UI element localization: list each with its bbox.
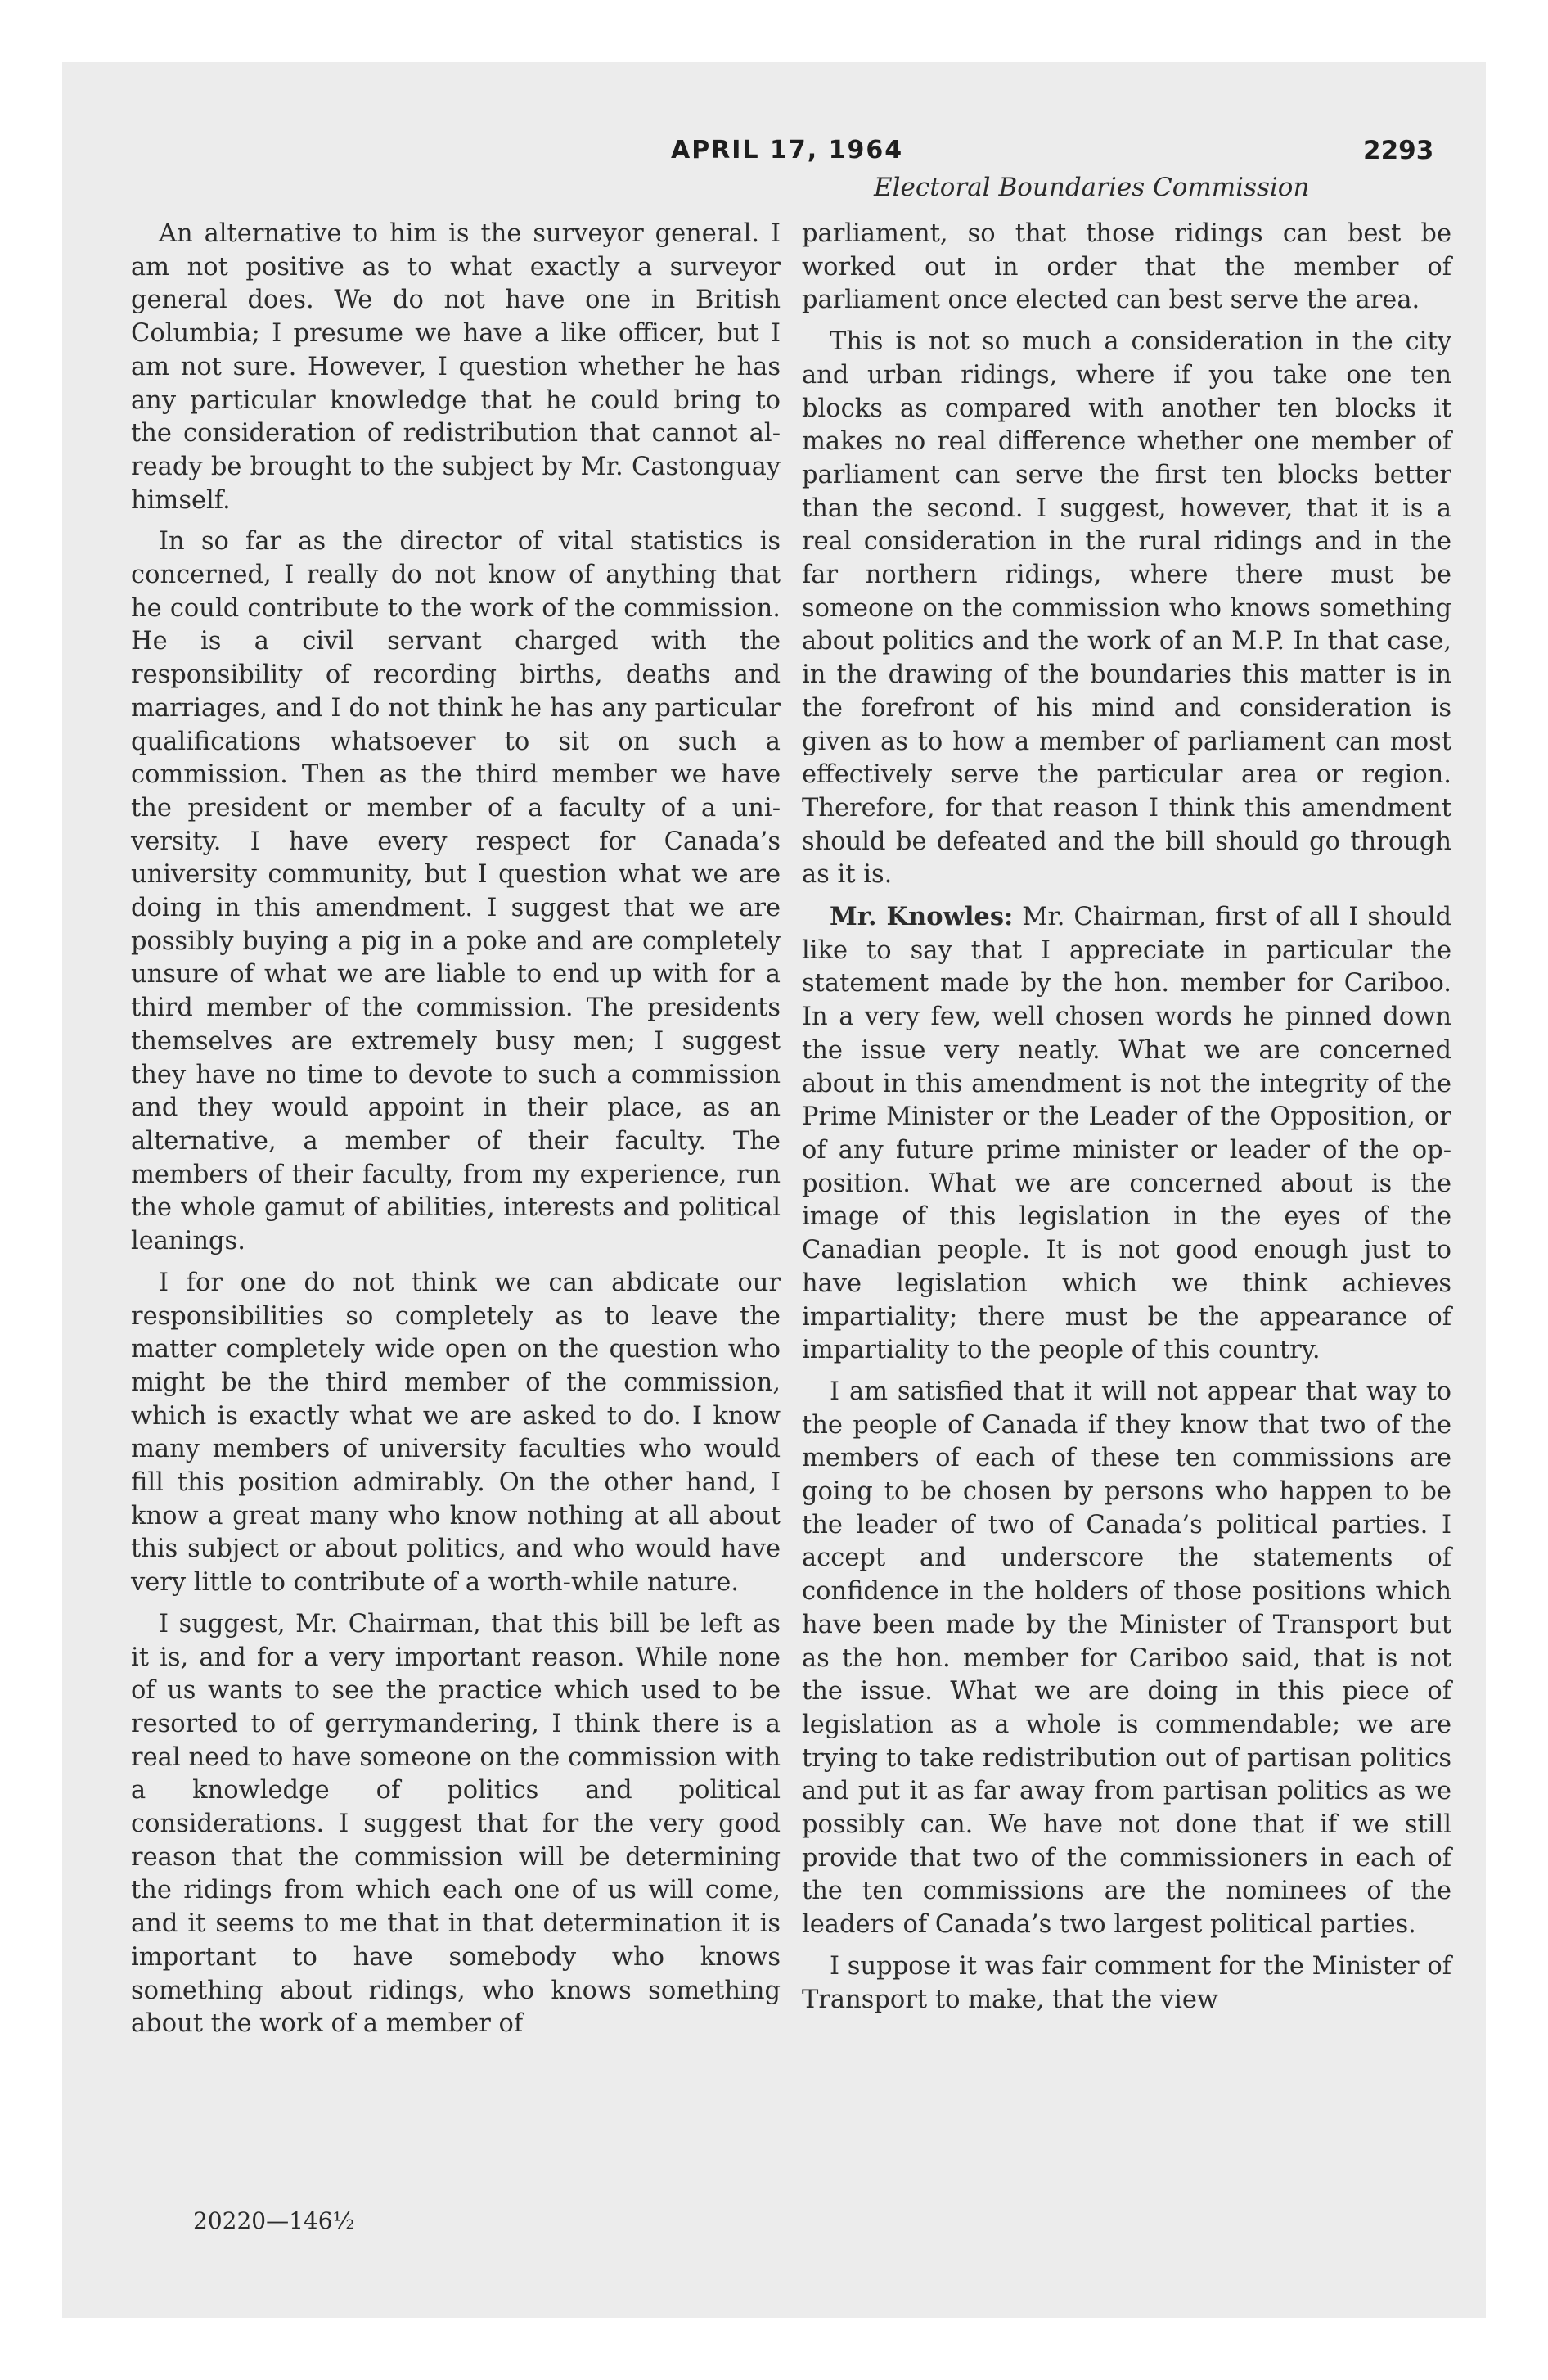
paragraph: I for one do not think we can abdicate our responsibilities so completely as to leave the matter completely wide open on the question who might be the third member of the commission, which is exactly what we are asked to do. I know many members of university faculties who would fill this position admirably. On the other hand, I know a great many who know nothing at all about this subject or about politics, and who would have very little to contribute of a worth-while nature. — [131, 1268, 781, 1598]
speech-text: Mr. Chairman, first of all I should like to say that I appreciate in particular the statement made by the hon. member for Cariboo. In a very few, well chosen words he pinned down the issue very neatly. What we are concerned about in this amendment is not the integrity of the Prime Minister or the Leader of the Opposition, or of any future prime minister or leader of the opposition. What we are concerned about is the image of this legislation in the eyes of the Canadian people. It is not good enough just to have legislation which we think achieves impartiality; there must be the appearance of impartiality to the people of this country. — [802, 903, 1451, 1365]
paragraph: I suggest, Mr. Chairman, that this bill be left as it is, and for a very important reason. While none of us wants to see the practice which used to be resorted to of gerrymandering, I think there is a real need to have someone on the commission with a knowledge of politics and political considerations. I suggest that for the very good reason that the commission will be determining the ridings from which each one of us will come, and it seems to me that in that determination it is important to have somebody who knows something about ridings, who knows something about the work of a member of — [131, 1609, 781, 2039]
paragraph-continuation: parliament, so that those ridings can best be worked out in order that the member of parliament once elected can best serve the area. — [802, 219, 1451, 315]
printer-signature: 20220—146½ — [193, 2207, 355, 2234]
paragraph: I am satisfied that it will not appear that way to the people of Canada if they know that two of the members of each of these ten commissions are going to be chosen by persons who happen to be the leader of two of Canada’s political parties. I accept and underscore the statements of confidence in the holders of those positions which have been made by the Minister of Transport but as the hon. member for Cariboo said, that is not the issue. What we are doing in this piece of legislation as a whole is commendable; we are trying to take redistribution out of partisan politics and put it as far away from partisan politics as we possibly can. We have not done that if we still provide that two of the commissioners in each of the ten commissions are the nominees of the leaders of Canada’s two largest political parties. — [802, 1377, 1451, 1940]
page-number: 2293 — [1363, 136, 1434, 165]
paragraph: In so far as the director of vital statistics is concerned, I really do not know of anything that he could contribute to the work of the commission. He is a civil servant charged with the responsibility of recording births, deaths and marriages, and I do not think he has any particular qualifications whatsoever to sit on such a commission. Then as the third member we have the president or member of a faculty of a university. I have every respect for Canada’s university community, but I question what we are doing in this amendment. I suggest that we are possibly buying a pig in a poke and are completely unsure of what we are liable to end up with for a third member of the commission. The presidents themselves are extremely busy men; I suggest they have no time to devote to such a commission and they would appoint in their place, as an alternative, a member of their faculty. The members of their faculty, from my experience, run the whole gamut of abilities, interests and political leanings. — [131, 527, 781, 1256]
page-date: APRIL 17, 1964 — [671, 136, 904, 165]
left-column — [131, 218, 781, 2049]
running-head-subject: Electoral Boundaries Commission — [874, 173, 1310, 202]
paragraph: This is not so much a consideration in the city and urban ridings, where if you take one ten blocks as compared with another ten blocks it makes no real difference whether one member of parliament can serve the first ten blocks better than the second. I suggest, however, that it is a real consideration in the rural ridings and in the far northern ridings, where there must be someone on the commission who knows something about politics and the work of an M.P. In that case, in the drawing of the boundaries this matter is in the forefront of his mind and consideration is given as to how a member of parliament can most effectively serve the particular area or region. Therefore, for that reason I think this amendment should be defeated and the bill should go through as it is. — [802, 327, 1451, 890]
paragraph: I suppose it was fair comment for the Minister of Transport to make, that the view — [802, 1951, 1451, 2014]
paragraph: An alternative to him is the surveyor general. I am not positive as to what exactly a surveyor general does. We do not have one in British Columbia; I presume we have a like officer, but I am not sure. However, I question whether he has any particular knowledge that he could bring to the consideration of redistribution that cannot already be brought to the subject by Mr. Castonguay himself. — [131, 219, 781, 515]
right-column — [802, 218, 1451, 2025]
speaker-name: Mr. Knowles: — [830, 902, 1014, 932]
speech-paragraph — [802, 900, 1451, 1368]
